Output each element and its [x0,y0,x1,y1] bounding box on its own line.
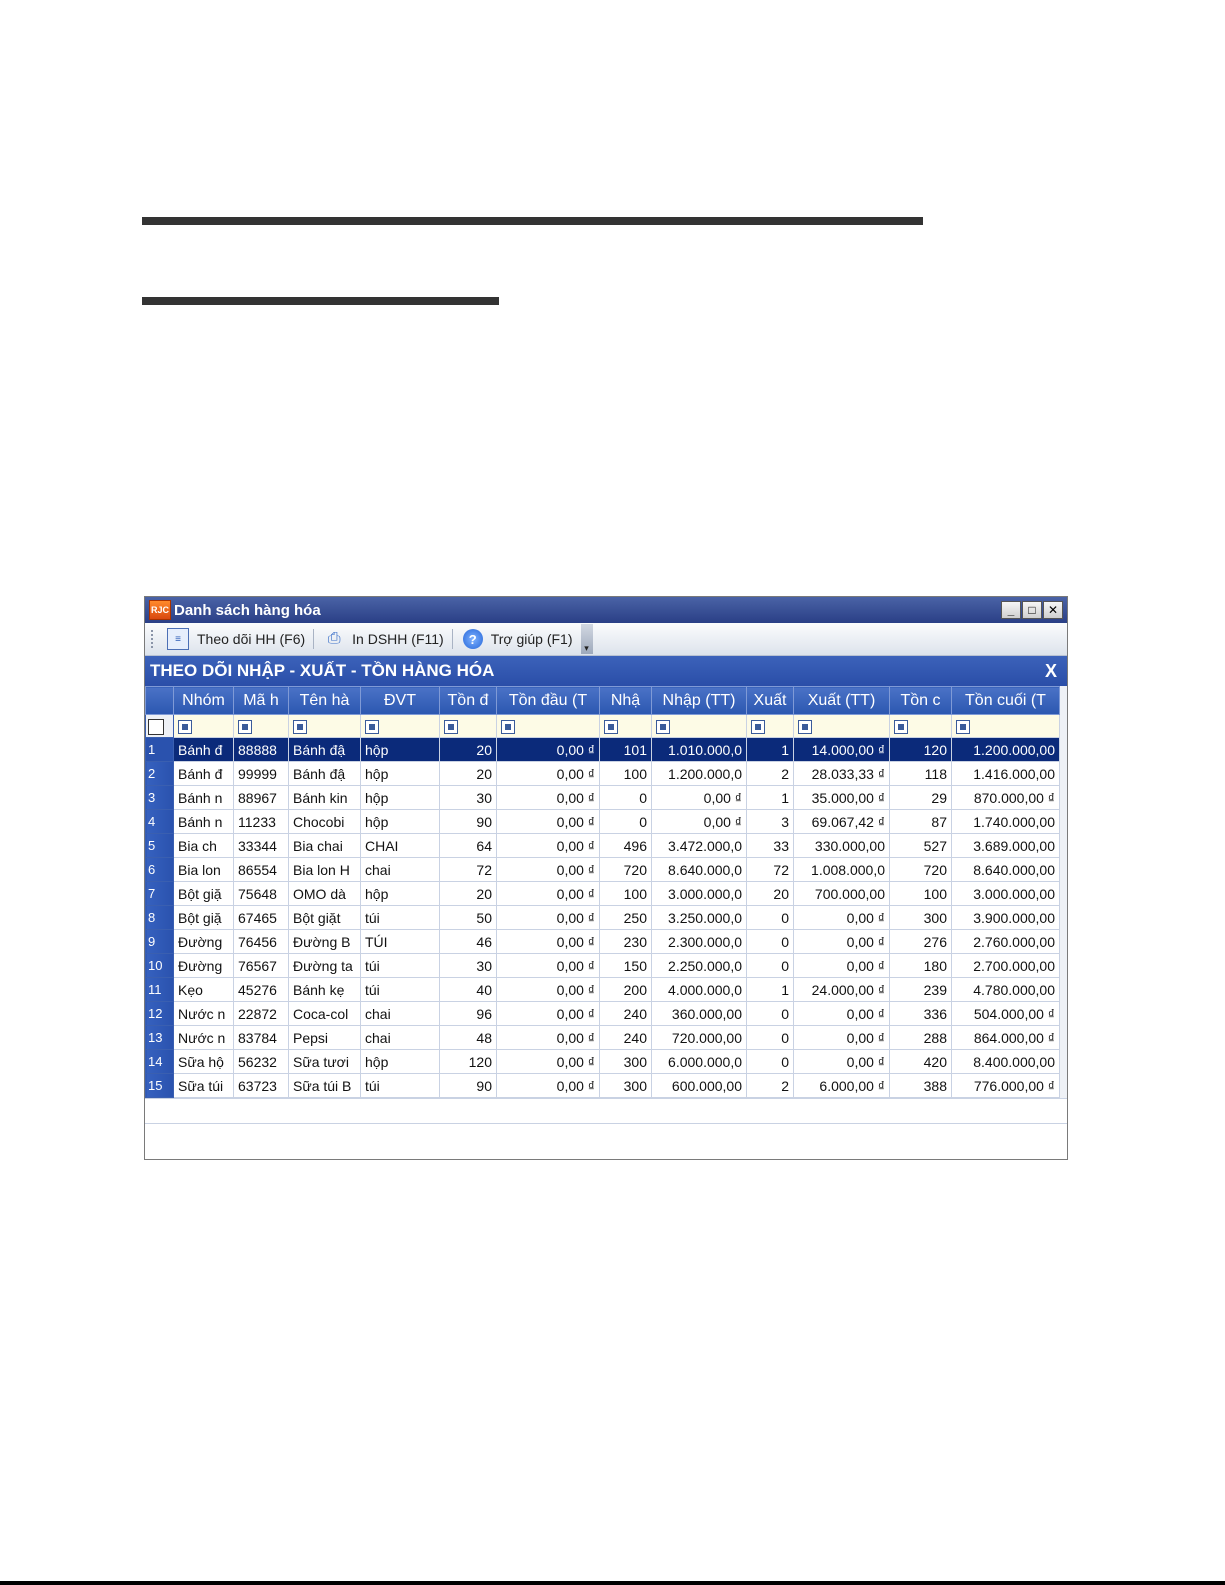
filter-icon[interactable] [365,720,379,734]
table-cell[interactable]: 2.760.000,00 [952,930,1060,954]
window-title: Danh sách hàng hóa [174,601,321,619]
table-cell[interactable]: 0,00 ₫ [497,906,600,930]
table-cell[interactable]: 0,00 ₫ [794,930,890,954]
table-cell[interactable]: Sữa túi [174,1074,234,1098]
table-cell[interactable]: Đường B [289,930,361,954]
table-cell[interactable]: 0 [747,1002,794,1026]
table-cell[interactable]: 120 [440,1050,497,1074]
filter-icon[interactable] [751,720,765,734]
table-row[interactable] [146,1026,1060,1050]
panel-close-button[interactable]: X [1044,660,1057,681]
table-row[interactable] [146,1050,1060,1074]
row-number[interactable]: 10 [146,954,174,978]
row-number[interactable]: 1 [146,738,174,762]
table-cell[interactable]: 87 [890,810,952,834]
table-cell[interactable]: 86554 [234,858,289,882]
table-cell[interactable]: túi [361,906,440,930]
table-row[interactable] [146,954,1060,978]
table-cell[interactable]: 100 [600,882,652,906]
row-number[interactable]: 15 [146,1074,174,1098]
table-cell[interactable]: 29 [890,786,952,810]
table-cell[interactable]: 0,00 ₫ [497,1026,600,1050]
table-cell[interactable]: 33344 [234,834,289,858]
table-cell[interactable]: 0 [747,1026,794,1050]
table-cell[interactable]: 0,00 ₫ [794,954,890,978]
table-cell[interactable]: Bia chai [289,834,361,858]
table-cell[interactable]: 1.416.000,00 [952,762,1060,786]
table-cell[interactable]: 50 [440,906,497,930]
table-cell[interactable]: Bia ch [174,834,234,858]
toolbar [145,623,1067,656]
table-cell[interactable]: hộp [361,810,440,834]
minimize-button[interactable]: _ [1001,601,1021,619]
table-cell[interactable]: 180 [890,954,952,978]
track-goods-label: Theo dõi HH (F6) [197,631,306,647]
table-cell[interactable]: Pepsi [289,1026,361,1050]
heading-rule-long [142,217,923,225]
table-cell[interactable]: Bánh kẹ [289,978,361,1002]
table-cell[interactable]: Nước n [174,1026,234,1050]
table-cell[interactable]: 90 [440,810,497,834]
table-cell[interactable]: 0,00 ₫ [497,882,600,906]
table-cell[interactable]: 67465 [234,906,289,930]
table-cell[interactable]: 64 [440,834,497,858]
table-cell[interactable]: 0,00 ₫ [794,1050,890,1074]
table-cell[interactable]: Bánh kin [289,786,361,810]
row-number[interactable]: 3 [146,786,174,810]
table-cell[interactable]: 720 [600,858,652,882]
column-header[interactable]: Nhóm [174,687,234,715]
table-cell[interactable]: 20 [747,882,794,906]
table-cell[interactable]: 100 [600,762,652,786]
print-list-label: In DSHH (F11) [352,631,444,647]
grid-header-row [146,687,1060,715]
filter-icon[interactable] [956,720,970,734]
table-cell[interactable]: 24.000,00 ₫ [794,978,890,1002]
select-all-cell[interactable] [146,715,174,738]
grid-empty-line [145,1123,1067,1124]
column-header[interactable]: Nhậ [600,687,652,715]
toolbar-overflow-icon[interactable]: ▾ [581,624,593,654]
track-goods-button[interactable] [167,628,305,650]
table-cell[interactable]: 46 [440,930,497,954]
table-cell[interactable]: 11233 [234,810,289,834]
table-row[interactable] [146,906,1060,930]
table-cell[interactable]: 496 [600,834,652,858]
table-cell[interactable]: OMO dà [289,882,361,906]
table-cell[interactable]: 69.067,42 ₫ [794,810,890,834]
table-cell[interactable]: 33 [747,834,794,858]
filter-icon[interactable] [894,720,908,734]
filter-cell[interactable] [440,715,497,738]
table-cell[interactable]: 504.000,00 ₫ [952,1002,1060,1026]
toolbar-separator [452,629,453,649]
table-cell[interactable]: 0,00 ₫ [652,786,747,810]
table-cell[interactable]: 101 [600,738,652,762]
table-cell[interactable]: 0 [600,810,652,834]
panel-title: THEO DÕI NHẬP - XUẤT - TỒN HÀNG HÓA [150,661,495,680]
filter-row [146,715,1060,738]
table-cell[interactable]: 276 [890,930,952,954]
table-cell[interactable]: 0,00 ₫ [497,1050,600,1074]
filter-cell[interactable] [747,715,794,738]
table-cell[interactable]: TÚI [361,930,440,954]
table-row[interactable] [146,810,1060,834]
table-cell[interactable]: 240 [600,1026,652,1050]
table-cell[interactable]: 1.010.000,0 [652,738,747,762]
inventory-grid [145,686,1060,1098]
table-cell[interactable]: 118 [890,762,952,786]
table-row[interactable] [146,834,1060,858]
table-cell[interactable]: Bột giặ [174,882,234,906]
table-cell[interactable]: 1 [747,738,794,762]
grid-empty-area [145,1098,1067,1159]
table-cell[interactable]: 2.700.000,00 [952,954,1060,978]
print-list-button[interactable] [324,629,444,649]
table-cell[interactable]: 239 [890,978,952,1002]
table-cell[interactable]: 100 [890,882,952,906]
table-cell[interactable]: 88967 [234,786,289,810]
maximize-button[interactable]: □ [1022,601,1042,619]
table-cell[interactable]: 0,00 ₫ [497,978,600,1002]
table-cell[interactable]: 150 [600,954,652,978]
table-cell[interactable]: chai [361,858,440,882]
table-cell[interactable]: Bánh đ [174,738,234,762]
table-cell[interactable]: 4.000.000,0 [652,978,747,1002]
table-cell[interactable]: 0,00 ₫ [794,1026,890,1050]
table-cell[interactable]: 45276 [234,978,289,1002]
table-cell[interactable]: 30 [440,954,497,978]
column-header[interactable]: Xuất (TT) [794,687,890,715]
table-cell[interactable]: 90 [440,1074,497,1098]
document-icon: ≡ [167,628,189,650]
table-row[interactable] [146,1002,1060,1026]
filter-cell[interactable] [600,715,652,738]
table-cell[interactable]: 8.400.000,00 [952,1050,1060,1074]
table-cell[interactable]: 0 [747,930,794,954]
table-cell[interactable]: 8.640.000,0 [652,858,747,882]
table-cell[interactable]: 700.000,00 [794,882,890,906]
table-cell[interactable]: 72 [440,858,497,882]
table-cell[interactable]: Nước n [174,1002,234,1026]
table-cell[interactable]: 76567 [234,954,289,978]
table-cell[interactable]: Coca-col [289,1002,361,1026]
table-cell[interactable]: 1.008.000,0 [794,858,890,882]
filter-cell[interactable] [289,715,361,738]
app-logo-icon: RJC [149,600,171,620]
table-cell[interactable]: 4.780.000,00 [952,978,1060,1002]
table-cell[interactable]: 8.640.000,00 [952,858,1060,882]
table-cell[interactable]: 6.000,00 ₫ [794,1074,890,1098]
row-indicator-header [146,687,174,715]
toolbar-grip-icon[interactable] [151,630,157,648]
table-cell[interactable]: 0 [600,786,652,810]
column-header[interactable]: Nhập (TT) [652,687,747,715]
table-cell[interactable]: Bia lon H [289,858,361,882]
help-icon: ? [463,629,483,649]
table-cell[interactable]: Bánh đ [174,762,234,786]
table-cell[interactable]: 230 [600,930,652,954]
row-number[interactable]: 4 [146,810,174,834]
filter-icon[interactable] [798,720,812,734]
table-cell[interactable]: Sữa hộ [174,1050,234,1074]
table-cell[interactable]: túi [361,978,440,1002]
row-number[interactable]: 7 [146,882,174,906]
table-cell[interactable]: Đường [174,954,234,978]
table-cell[interactable]: 0,00 ₫ [497,954,600,978]
row-number[interactable]: 9 [146,930,174,954]
table-row[interactable] [146,978,1060,1002]
table-cell[interactable]: 20 [440,762,497,786]
table-cell[interactable]: Bột giặ [174,906,234,930]
table-cell[interactable]: 6.000.000,0 [652,1050,747,1074]
table-cell[interactable]: 870.000,00 ₫ [952,786,1060,810]
table-cell[interactable]: 20 [440,738,497,762]
table-cell[interactable]: chai [361,1002,440,1026]
panel-header [145,656,1067,686]
table-cell[interactable]: chai [361,1026,440,1050]
table-cell[interactable]: 0 [747,1050,794,1074]
table-cell[interactable]: 63723 [234,1074,289,1098]
table-row[interactable] [146,1074,1060,1098]
column-header[interactable]: Tồn cuối (T [952,687,1060,715]
table-cell[interactable]: Bánh n [174,810,234,834]
table-cell[interactable]: 1 [747,786,794,810]
close-window-button[interactable]: ✕ [1043,601,1063,619]
filter-cell[interactable] [497,715,600,738]
filter-cell[interactable] [174,715,234,738]
table-cell[interactable]: 0,00 ₫ [497,1002,600,1026]
filter-cell[interactable] [652,715,747,738]
table-cell[interactable]: 0,00 ₫ [497,858,600,882]
product-list-window [144,596,1068,1160]
table-cell[interactable]: 35.000,00 ₫ [794,786,890,810]
column-header[interactable]: Tồn c [890,687,952,715]
column-header[interactable]: ĐVT [361,687,440,715]
table-row[interactable] [146,738,1060,762]
table-cell[interactable]: 22872 [234,1002,289,1026]
table-cell[interactable]: Bánh đậ [289,738,361,762]
row-number[interactable]: 11 [146,978,174,1002]
table-cell[interactable]: 20 [440,882,497,906]
table-cell[interactable]: 2 [747,762,794,786]
table-cell[interactable]: 1 [747,978,794,1002]
table-cell[interactable]: 0,00 ₫ [497,834,600,858]
filter-cell[interactable] [234,715,289,738]
table-row[interactable] [146,762,1060,786]
table-cell[interactable]: 0 [747,954,794,978]
table-cell[interactable]: 330.000,00 [794,834,890,858]
table-cell[interactable]: 0,00 ₫ [497,762,600,786]
heading-rule-short [142,297,499,305]
table-cell[interactable]: 776.000,00 ₫ [952,1074,1060,1098]
select-all-icon[interactable]: ⧄ [148,719,164,735]
table-cell[interactable]: 99999 [234,762,289,786]
table-cell[interactable]: 527 [890,834,952,858]
help-label: Trợ giúp (F1) [490,631,573,647]
table-cell[interactable]: 3.000.000,00 [952,882,1060,906]
table-cell[interactable]: 288 [890,1026,952,1050]
table-cell[interactable]: 864.000,00 ₫ [952,1026,1060,1050]
table-cell[interactable]: 3.472.000,0 [652,834,747,858]
filter-cell[interactable] [890,715,952,738]
table-cell[interactable]: 3 [747,810,794,834]
table-cell[interactable]: hộp [361,786,440,810]
table-cell[interactable]: Bột giặt [289,906,361,930]
window-titlebar [145,597,1067,623]
table-cell[interactable]: 3.000.000,0 [652,882,747,906]
table-cell[interactable]: 3.689.000,00 [952,834,1060,858]
column-header[interactable]: Tồn đầu (T [497,687,600,715]
table-cell[interactable]: Kẹo [174,978,234,1002]
table-cell[interactable]: 2.300.000,0 [652,930,747,954]
table-cell[interactable]: 0,00 ₫ [497,810,600,834]
table-cell[interactable]: 2 [747,1074,794,1098]
row-number[interactable]: 13 [146,1026,174,1050]
row-number[interactable]: 5 [146,834,174,858]
column-header[interactable]: Tồn đ [440,687,497,715]
filter-cell[interactable] [794,715,890,738]
table-cell[interactable]: hộp [361,762,440,786]
table-cell[interactable]: 30 [440,786,497,810]
table-cell[interactable]: 0,00 ₫ [497,738,600,762]
table-cell[interactable]: 0,00 ₫ [794,1002,890,1026]
table-cell[interactable]: 48 [440,1026,497,1050]
row-number[interactable]: 6 [146,858,174,882]
table-cell[interactable]: 75648 [234,882,289,906]
table-cell[interactable]: 120 [890,738,952,762]
filter-icon[interactable] [238,720,252,734]
table-cell[interactable]: 40 [440,978,497,1002]
table-cell[interactable]: 360.000,00 [652,1002,747,1026]
filter-icon[interactable] [604,720,618,734]
table-row[interactable] [146,930,1060,954]
table-cell[interactable]: 28.033,33 ₫ [794,762,890,786]
help-button[interactable] [463,629,573,649]
table-cell[interactable]: 88888 [234,738,289,762]
table-cell[interactable]: 0,00 ₫ [497,786,600,810]
table-cell[interactable]: Bánh n [174,786,234,810]
table-cell[interactable]: 300 [600,1074,652,1098]
filter-cell[interactable] [952,715,1060,738]
table-cell[interactable]: 388 [890,1074,952,1098]
table-cell[interactable]: 0,00 ₫ [794,906,890,930]
table-cell[interactable]: 1.200.000,00 [952,738,1060,762]
table-cell[interactable]: 56232 [234,1050,289,1074]
table-cell[interactable]: 336 [890,1002,952,1026]
row-number[interactable]: 12 [146,1002,174,1026]
filter-icon[interactable] [444,720,458,734]
printer-icon: ⎙ [327,630,341,647]
table-cell[interactable]: hộp [361,1050,440,1074]
table-row[interactable] [146,858,1060,882]
table-cell[interactable]: 300 [600,1050,652,1074]
column-header[interactable]: Tên hà [289,687,361,715]
table-cell[interactable]: 200 [600,978,652,1002]
table-row[interactable] [146,786,1060,810]
table-cell[interactable]: túi [361,1074,440,1098]
table-cell[interactable]: Chocobi [289,810,361,834]
table-cell[interactable]: 720.000,00 [652,1026,747,1050]
table-cell[interactable]: Sữa túi B [289,1074,361,1098]
filter-icon[interactable] [656,720,670,734]
table-cell[interactable]: 1.200.000,0 [652,762,747,786]
table-cell[interactable]: 1.740.000,00 [952,810,1060,834]
table-cell[interactable]: Đường ta [289,954,361,978]
table-cell[interactable]: 2.250.000,0 [652,954,747,978]
table-cell[interactable]: Sữa tươi [289,1050,361,1074]
filter-icon[interactable] [178,720,192,734]
table-cell[interactable]: Bánh đậ [289,762,361,786]
table-cell[interactable]: Bia lon [174,858,234,882]
toolbar-separator [313,629,314,649]
table-cell[interactable]: hộp [361,738,440,762]
table-cell[interactable]: 3.900.000,00 [952,906,1060,930]
table-cell[interactable]: 83784 [234,1026,289,1050]
table-cell[interactable]: 250 [600,906,652,930]
table-cell[interactable]: 600.000,00 [652,1074,747,1098]
table-cell[interactable]: 0,00 ₫ [497,930,600,954]
table-cell[interactable]: 0,00 ₫ [652,810,747,834]
table-cell[interactable]: CHAI [361,834,440,858]
table-cell[interactable]: 0,00 ₫ [497,1074,600,1098]
table-cell[interactable]: Đường [174,930,234,954]
table-row[interactable] [146,882,1060,906]
page-bottom-border [0,1581,1225,1585]
table-cell[interactable]: 3.250.000,0 [652,906,747,930]
table-cell[interactable]: 300 [890,906,952,930]
row-number[interactable]: 14 [146,1050,174,1074]
table-cell[interactable]: 72 [747,858,794,882]
table-cell[interactable]: 720 [890,858,952,882]
table-cell[interactable]: 14.000,00 ₫ [794,738,890,762]
column-header[interactable]: Xuất [747,687,794,715]
table-cell[interactable]: hộp [361,882,440,906]
table-cell[interactable]: 76456 [234,930,289,954]
column-header[interactable]: Mã h [234,687,289,715]
table-cell[interactable]: 96 [440,1002,497,1026]
row-number[interactable]: 8 [146,906,174,930]
table-cell[interactable]: 420 [890,1050,952,1074]
filter-cell[interactable] [361,715,440,738]
row-number[interactable]: 2 [146,762,174,786]
table-cell[interactable]: 0 [747,906,794,930]
filter-icon[interactable] [501,720,515,734]
filter-icon[interactable] [293,720,307,734]
table-cell[interactable]: 240 [600,1002,652,1026]
table-cell[interactable]: túi [361,954,440,978]
